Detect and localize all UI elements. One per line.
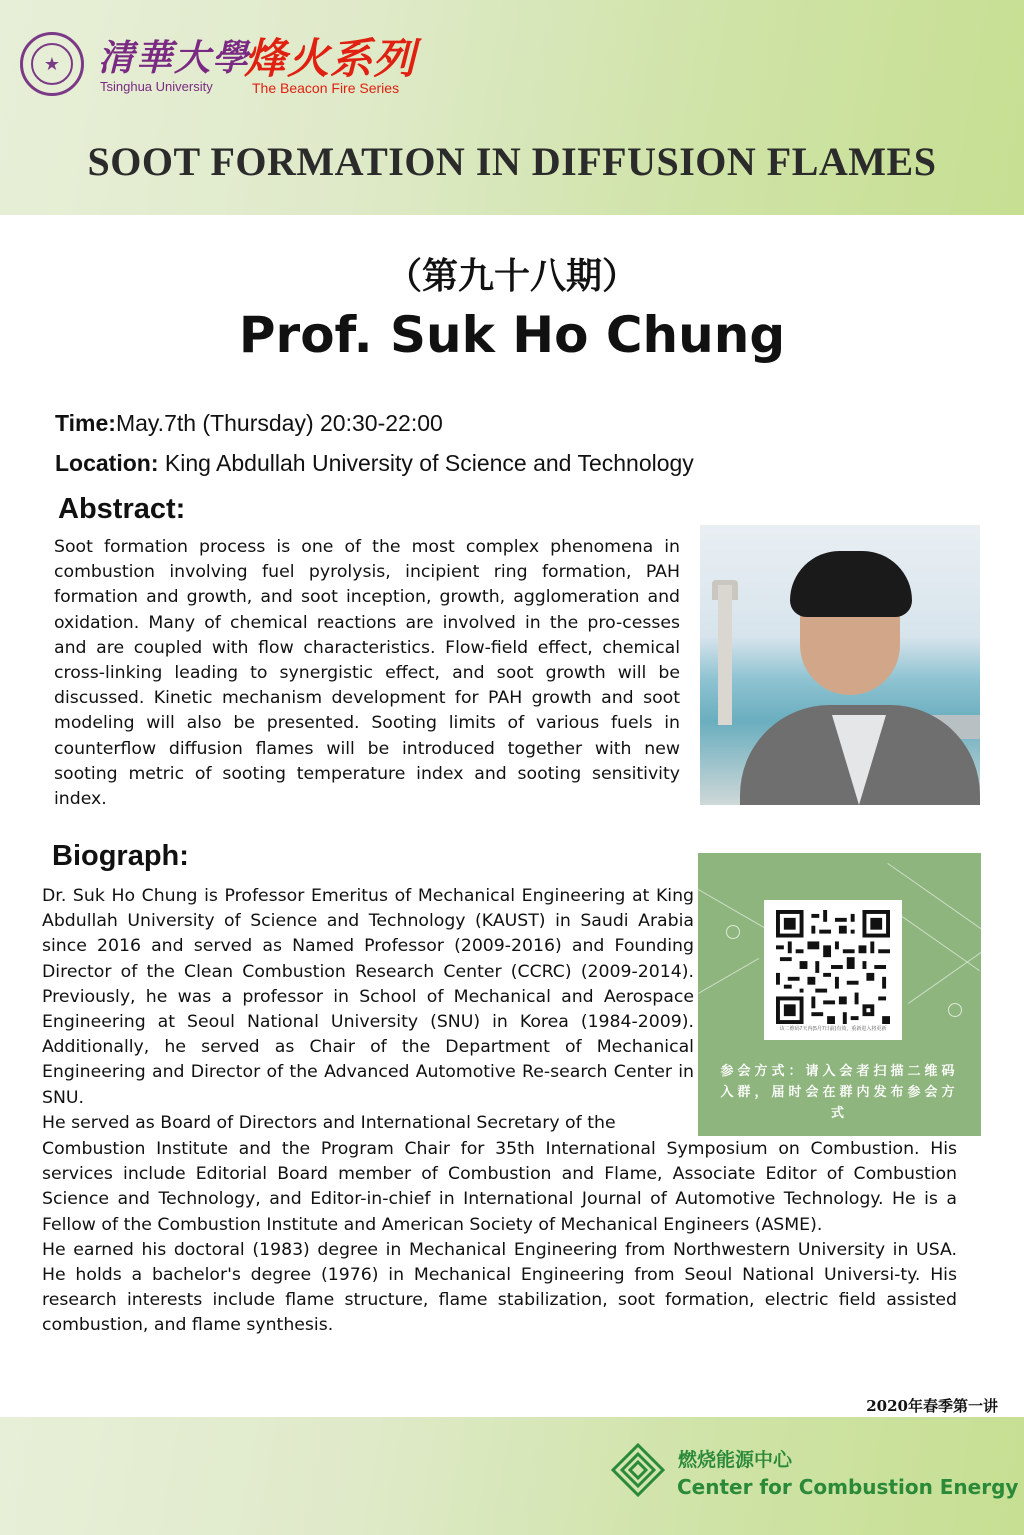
qr-code-card[interactable] [764,900,902,1040]
tsinghua-seal-icon: ★ [20,32,84,96]
qr-panel [698,853,981,1136]
location-label: Location: [55,450,159,476]
biograph-heading: Biograph: [52,840,189,872]
location-line [55,450,694,477]
qr-code-icon [776,910,890,1024]
abstract-text: Soot formation process is one of the most complex phenomena in combustion involving fuel pyrolysis, incipient ring formation, PAH formation and growth, and soot inception, growth, agglomeration and oxidation. Many of chemical reactions are involved in the pro-cesses and are coupled with flow characteristics. Flow-field effect, chemical cross-linking leading to synergistic effect, and soot growth will be discussed. Kinetic mechanism development for PAH growth and soot modeling will also be presented. Sooting limits of various fuels in counterflow diffusion flames will be introduced together with new sooting metric of sooting temperature index and sooting sensitivity index. [54,537,680,810]
semester-label: 2020年春季第一讲 [866,1397,998,1415]
cce-name-cn: 燃烧能源中心 [678,1449,793,1471]
issue-number: （第九十八期） [385,255,638,297]
biograph-para-2-start: He served as Board of Directors and International Secretary of the [42,1112,616,1133]
speaker-name: Prof. Suk Ho Chung [238,306,786,364]
lecture-title: SOOT FORMATION IN DIFFUSION FLAMES [87,139,937,184]
abstract-heading: Abstract: [58,493,186,525]
biograph-para-2-rest: Combustion Institute and the Program Chair for 35th International Symposium on Combustion. His services include Editorial Board member of Combustion and Flame, Associate Editor of Combustion Science and Technology, and Editor-in-chief in International Journal of Automotive Technology. He is a Fellow of the Combustion Institute and American Society of Mechanical Engineers (ASME). [42,1139,957,1235]
tsinghua-logo-cn: 清華大學 [98,37,251,79]
biograph-para-1: Dr. Suk Ho Chung is Professor Emeritus of Mechanical Engineering at King Abdullah University of Science and Technology (KAUST) in Saudi Arabia since 2016 and served as Named Professor (2009-2016) and Founding Director of the Clean Combustion Research Center (CCRC) (2009-2014). Previously, he was a professor in School of Mechanical and Aerospace Engineering at Seoul National University (SNU) in Korea (1984-2009). Additionally, he served as Chair of the Department of Mechanical Engineering and Director of the Advanced Automotive Re-search Center in SNU. [42,886,694,1108]
time-label: Time: [55,410,116,436]
qr-caption: 参会方式：请入会者扫描二维码入群，届时会在群内发布参会方式 [720,1064,959,1121]
tsinghua-logo-en: Tsinghua University [100,79,213,94]
time-value: May.7th (Thursday) 20:30-22:00 [115,410,443,436]
beacon-fire-logo-en: The Beacon Fire Series [252,80,400,96]
cce-logo-icon [610,1442,666,1498]
cce-name-en: Center for Combustion Energy [677,1475,1019,1499]
beacon-fire-logo-cn: 烽火系列 [244,34,417,83]
time-line [55,410,443,437]
location-value: King Abdullah University of Science and Technology [158,450,694,476]
biograph-para-3: He earned his doctoral (1983) degree in Mechanical Engineering from Northwestern University in USA. He holds a bachelor's degree (1976) in Mechanical Engineering from Seoul National Universi-ty. His research interests include flame structure, flame stabilization, soot formation, electric field assisted combustion, and flame synthesis. [42,1239,957,1336]
qr-validity-note: 该二维码7天内(5月7日前)有效，重新进入将更新 [779,1026,887,1032]
biograph-text-bottom [42,1137,957,1339]
biograph-text-top [42,884,694,1136]
speaker-photo [700,525,980,805]
